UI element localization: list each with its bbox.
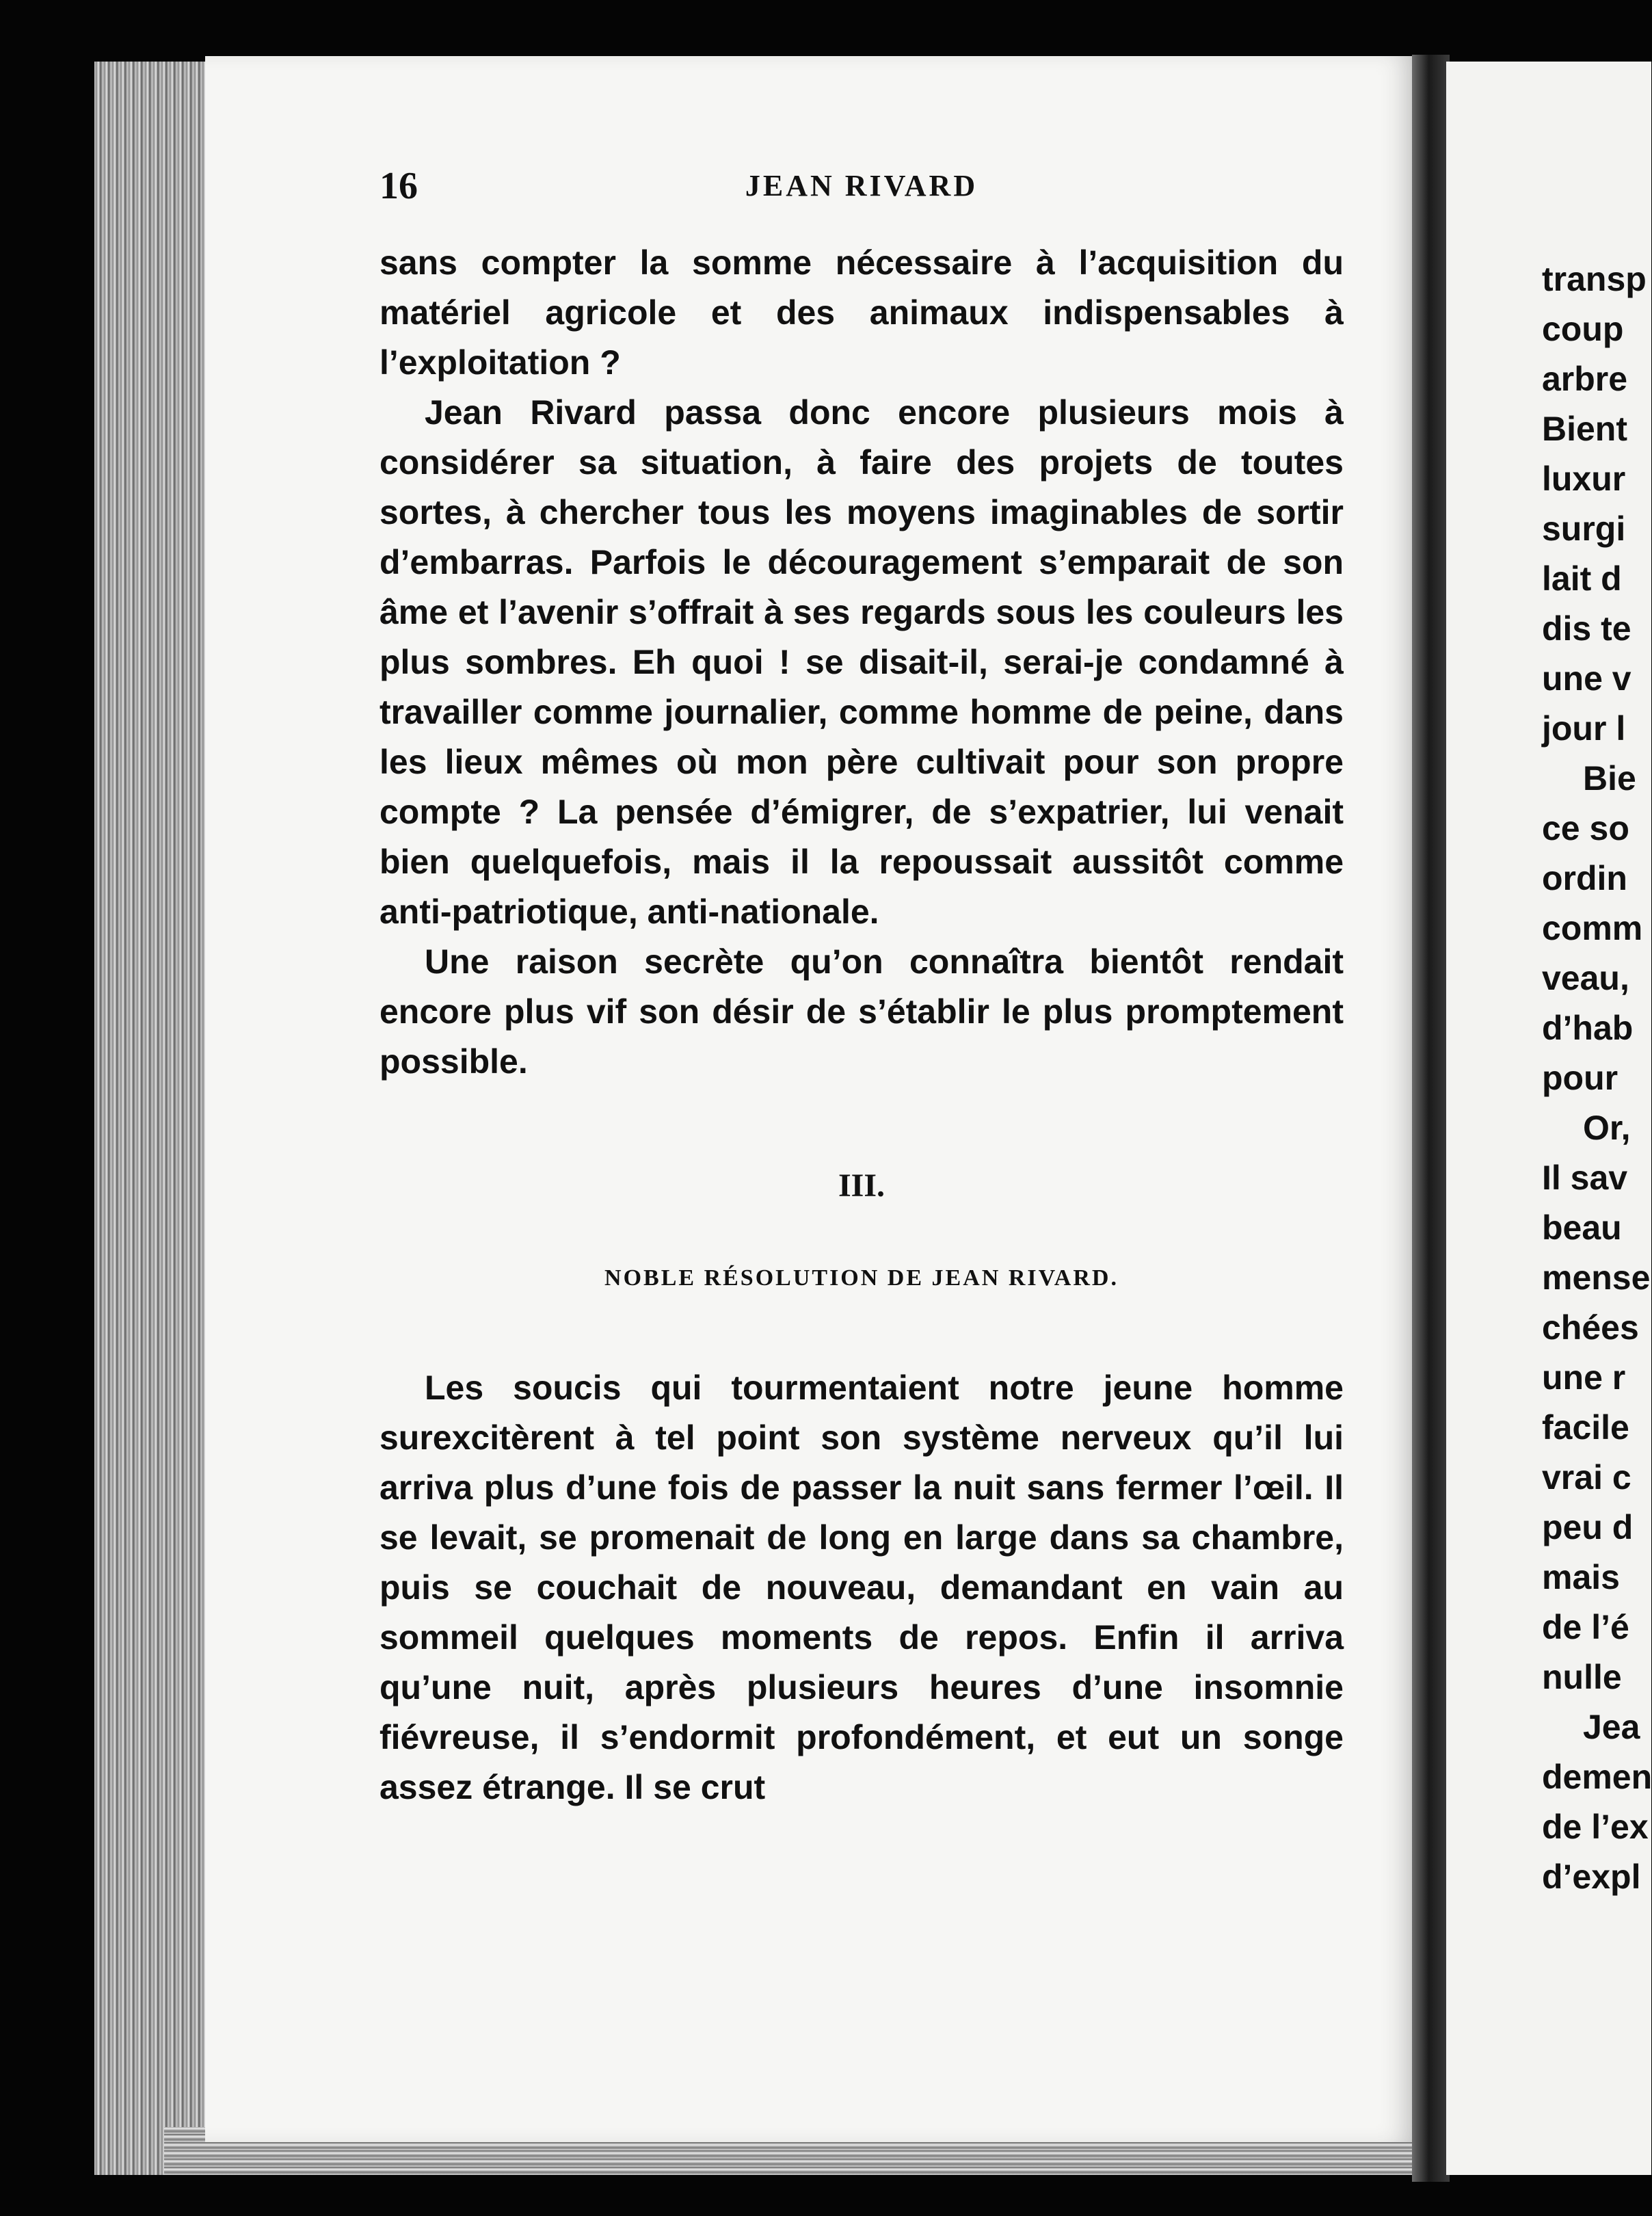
- facing-page-line: nulle: [1542, 1658, 1622, 1696]
- facing-page-line: dis te: [1542, 609, 1631, 648]
- chapter-number: III.: [838, 1168, 885, 1204]
- facing-page-line: peu d: [1542, 1508, 1634, 1546]
- paragraph: Une raison secrète qu’on connaîtra bientôt rendait encore plus vif son désir de s’établir le plus promptement possible.: [379, 942, 1344, 1081]
- running-head: JEAN RIVARD: [745, 169, 978, 202]
- facing-page-line: comm: [1542, 909, 1643, 947]
- facing-page-line: pour: [1542, 1059, 1618, 1097]
- facing-page-line: une r: [1542, 1358, 1626, 1397]
- page-number: 16: [379, 165, 418, 207]
- paragraph: sans compter la somme nécessaire à l’acquisition du matériel agricole et des animaux indispensables à l’exploitation ?: [379, 243, 1344, 382]
- facing-page-line: mense: [1542, 1258, 1651, 1297]
- facing-page-line: facile: [1542, 1408, 1629, 1447]
- facing-page-line: veau,: [1542, 959, 1629, 997]
- facing-page-line: Il sav: [1542, 1159, 1628, 1197]
- facing-page-line: ce so: [1542, 809, 1629, 847]
- facing-page-line: de l’ex: [1542, 1808, 1649, 1846]
- chapter-title: NOBLE RÉSOLUTION DE JEAN RIVARD.: [604, 1265, 1119, 1291]
- page-text: [379, 238, 1344, 1812]
- facing-page-line: demen: [1542, 1758, 1652, 1796]
- facing-page-line: lait d: [1542, 559, 1622, 598]
- facing-page-line: coup: [1542, 310, 1624, 348]
- facing-page-line: jour l: [1542, 709, 1626, 748]
- facing-page-text: [1542, 254, 1652, 1902]
- facing-page-line: d’expl: [1542, 1858, 1641, 1896]
- facing-page-line: une v: [1542, 659, 1631, 698]
- chapter-paragraph: Les soucis qui tourmentaient notre jeune homme surexcitèrent à tel point son système nerveux qu’il lui arriva plus d’une fois de passer la nuit sans fermer l’œil. Il se levait, se promenait de long en large dans sa chambre, puis se couchait de nouveau, demandant en vain au sommeil quelques moments de repos. Enfin il arriva qu’une nuit, après plusieurs heures d’une insomnie fiévreuse, il s’endormit profondément, et eut un songe assez étrange. Il se crut: [379, 1369, 1344, 1806]
- facing-page-line: chées: [1542, 1308, 1639, 1347]
- facing-page-line: de l’é: [1542, 1608, 1629, 1646]
- facing-page-line: surgi: [1542, 510, 1626, 548]
- page-header: [379, 164, 1344, 212]
- facing-page-line: beau: [1542, 1209, 1622, 1247]
- facing-page-line: arbre: [1542, 360, 1628, 398]
- facing-page-line: Or,: [1583, 1109, 1631, 1147]
- facing-page-line: ordin: [1542, 859, 1627, 897]
- facing-page-line: luxur: [1542, 460, 1626, 498]
- book-gutter: [1412, 55, 1450, 2182]
- facing-page-line: vrai c: [1542, 1458, 1631, 1496]
- facing-page-line: Jea: [1583, 1708, 1640, 1746]
- paragraph: Jean Rivard passa donc encore plusieurs mois à considérer sa situation, à faire des projets de toutes sortes, à chercher tous les moyens imaginables de sortir d’embarras. Parfois le découragement s’emparait de son âme et l’avenir s’offrait à ses regards sous les couleurs les plus sombres. Eh quoi ! se disait-il, serai-je condamné à travailler comme journalier, comme homme de peine, dans les lieux mêmes où mon père cultivait pour son propre compte ? La pensée d’émigrer, de s’expatrier, lui venait bien quelquefois, mais il la repoussait aussitôt comme anti-patriotique, anti-nationale.: [379, 393, 1344, 931]
- facing-page-line: mais: [1542, 1558, 1620, 1596]
- facing-page-line: Bient: [1542, 410, 1627, 448]
- facing-page-line: Bie: [1583, 759, 1636, 797]
- facing-page-line: transp: [1542, 260, 1647, 298]
- facing-page-line: d’hab: [1542, 1009, 1634, 1047]
